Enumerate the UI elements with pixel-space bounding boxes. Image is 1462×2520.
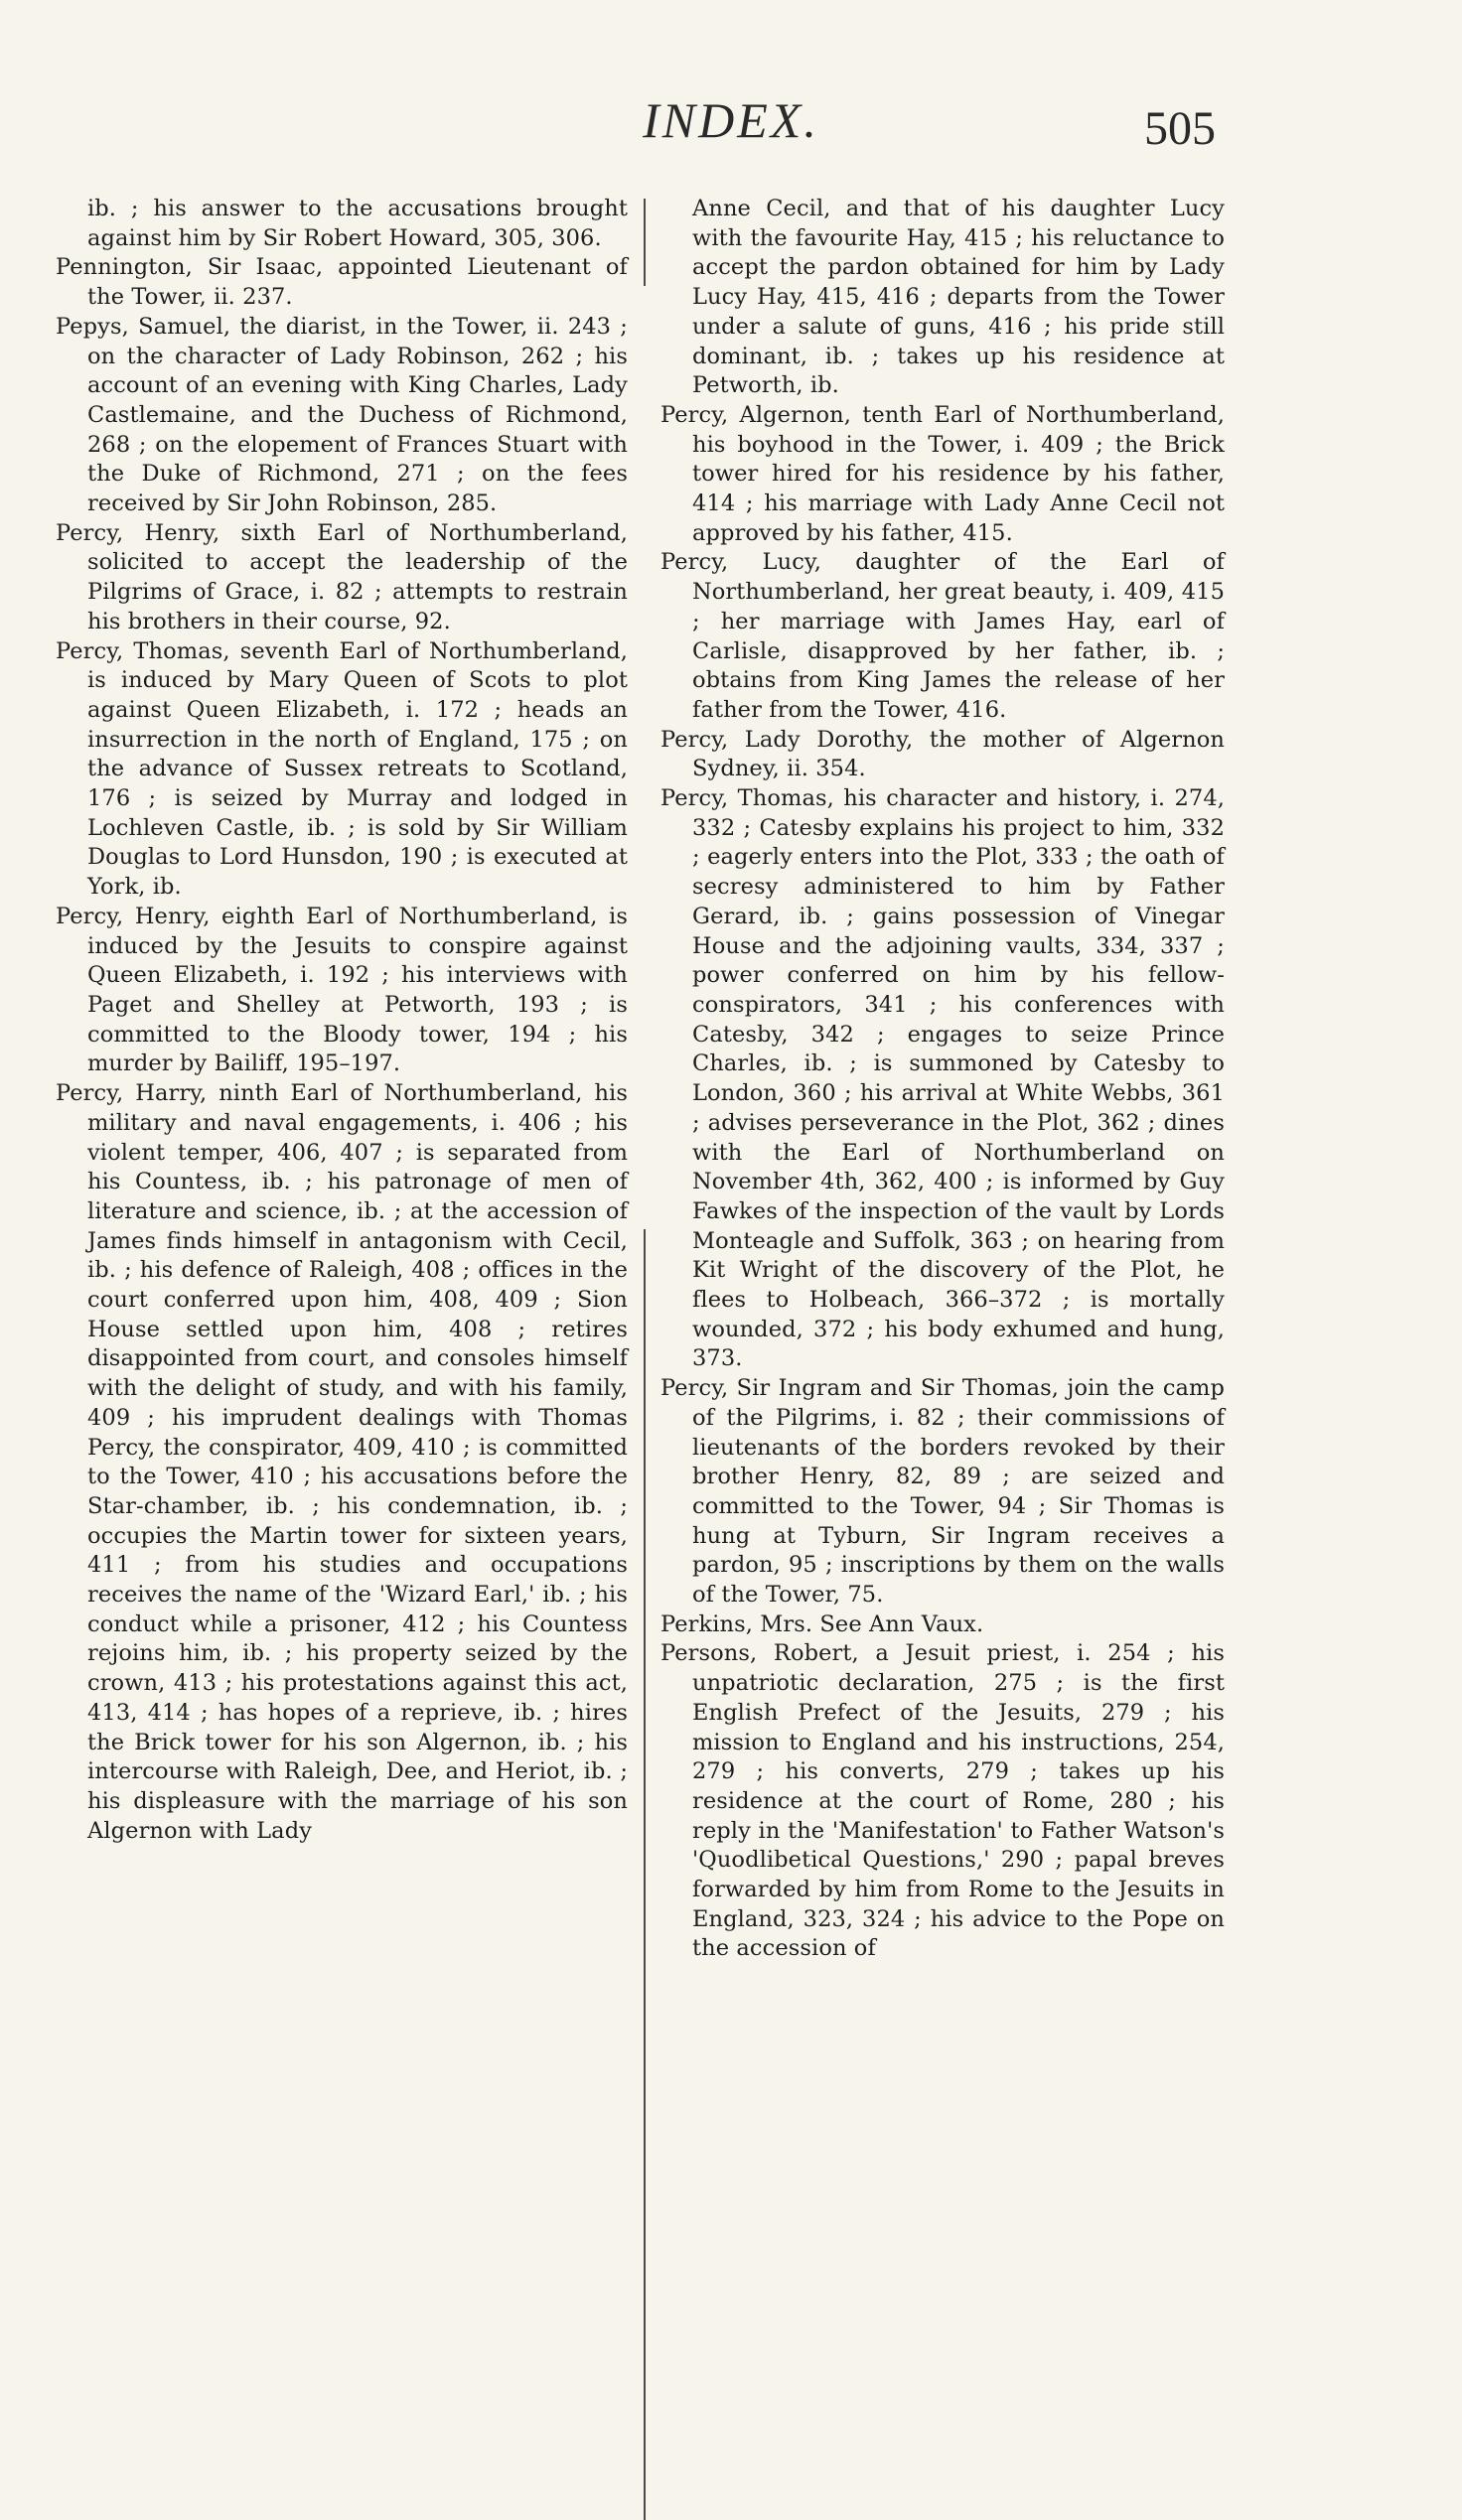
index-entry: Pepys, Samuel, the diarist, in the Tower, ii. 243 ; on the character of Lady Robinson, 262 ; his account of an evening with King Charles, Lady Castlemaine, and the Duchess of Richmond, 268 ; on the elopement of Frances Stuart with the Duke of Richmond, 271 ; on the fees received by Sir John Robinson, 285.	[56, 313, 628, 517]
index-entry: Pennington, Sir Isaac, appointed Lieutenant of the Tower, ii. 237.	[56, 254, 628, 311]
column-divider-top	[644, 199, 646, 286]
index-entry: Percy, Lucy, daughter of the Earl of Northumberland, her great beauty, i. 409, 415 ; her marriage with James Hay, earl of Carlisle, disapproved by her father, ib. ; obtains from King James the release of her father from the Tower, 416.	[660, 549, 1225, 723]
index-entry: Percy, Harry, ninth Earl of Northumberland, his military and naval engagements, i. 406 ; his violent temper, 406, 407 ; is separated from his Countess, ib. ; his patronage of men of literature and science, ib. ; at the accession of James finds himself in antagonism with Cecil, ib. ; his defence of Raleigh, 408 ; offices in the court conferred upon him, 408, 409 ; Sion House settled upon him, 408 ; retires disappointed from court, and consoles himself with the delight of study, and with his family, 409 ; his imprudent dealings with Thomas Percy, the conspirator, 409, 410 ; is committed to the Tower, 410 ; his accusations before the Star-chamber, ib. ; his condemnation, ib. ; occupies the Martin tower for sixteen years, 411 ; from his studies and occupations receives the name of the 'Wizard Earl,' ib. ; his conduct while a prisoner, 412 ; his Countess rejoins him, ib. ; his property seized by the crown, 413 ; his protestations against this act, 413, 414 ; has hopes of a reprieve, ib. ; hires the Brick tower for his son Algernon, ib. ; his intercourse with Raleigh, Dee, and Heriot, ib. ; his displeasure with the marriage of his son Algernon with Lady	[56, 1080, 628, 1844]
index-entry: Persons, Robert, a Jesuit priest, i. 254 ; his unpatriotic declaration, 275 ; is the first English Prefect of the Jesuits, 279 ; his mission to England and his instructions, 254, 279 ; his converts, 279 ; takes up his residence at the court of Rome, 280 ; his reply in the 'Manifestation' to Father Watson's 'Quodlibetical Questions,' 290 ; papal breves forwarded by him from Rome to the Jesuits in England, 323, 324 ; his advice to the Pope on the accession of	[660, 1640, 1225, 1962]
index-entry: Anne Cecil, and that of his daughter Lucy with the favourite Hay, 415 ; his reluctance to accept the pardon obtained for him by Lady Lucy Hay, 415, 416 ; departs from the Tower under a salute of guns, 416 ; his pride still dominant, ib. ; takes up his residence at Petworth, ib.	[692, 196, 1225, 399]
index-entry: Percy, Thomas, seventh Earl of Northumberland, is induced by Mary Queen of Scots to plot against Queen Elizabeth, i. 172 ; heads an insurrection in the north of England, 175 ; on the advance of Sussex retreats to Scotland, 176 ; is seized by Murray and lodged in Lochleven Castle, ib. ; is sold by Sir William Douglas to Lord Hunsdon, 190 ; is executed at York, ib.	[56, 637, 628, 901]
index-entry: Percy, Thomas, his character and history, i. 274, 332 ; Catesby explains his project to him, 332 ; eagerly enters into the Plot, 333 ; the oath of secresy administered to him by Father Gerard, ib. ; gains possession of Vinegar House and the adjoining vaults, 334, 337 ; power conferred on him by his fellow-conspirators, 341 ; his conferences with Catesby, 342 ; engages to seize Prince Charles, ib. ; is summoned by Catesby to London, 360 ; his arrival at White Webbs, 361 ; advises perseverance in the Plot, 362 ; dines with the Earl of Northumberland on November 4th, 362, 400 ; is informed by Guy Fawkes of the inspection of the vault by Lords Monteagle and Suffolk, 363 ; on hearing from Kit Wright of the discovery of the Plot, he flees to Holbeach, 366–372 ; is mortally wounded, 372 ; his body exhumed and hung, 373.	[660, 785, 1225, 1372]
left-column	[56, 195, 628, 1846]
index-entry: Percy, Henry, sixth Earl of Northumberland, solicited to accept the leadership of the Pilgrims of Grace, i. 82 ; attempts to restrain his brothers in their course, 92.	[56, 519, 628, 634]
page-number: 505	[1144, 102, 1216, 155]
index-entry: ib. ; his answer to the accusations brought against him by Sir Robert Howard, 305, 306.	[87, 196, 628, 251]
page-title: INDEX.	[643, 92, 819, 148]
index-entry: Percy, Henry, eighth Earl of Northumberland, is induced by the Jesuits to conspire against Queen Elizabeth, i. 192 ; his interviews with Paget and Shelley at Petworth, 193 ; is committed to the Bloody tower, 194 ; his murder by Bailiff, 195–197.	[56, 903, 628, 1077]
column-divider	[644, 1229, 646, 2520]
right-column	[660, 195, 1225, 1964]
index-entry: Perkins, Mrs. See Ann Vaux.	[660, 1610, 984, 1637]
index-entry: Percy, Sir Ingram and Sir Thomas, join the camp of the Pilgrims, i. 82 ; their commissions of lieutenants of the borders revoked by their brother Henry, 82, 89 ; are seized and committed to the Tower, 94 ; Sir Thomas is hung at Tyburn, Sir Ingram receives a pardon, 95 ; inscriptions by them on the walls of the Tower, 75.	[660, 1375, 1225, 1609]
index-entry: Percy, Algernon, tenth Earl of Northumberland, his boyhood in the Tower, i. 409 ; the Brick tower hired for his residence by his father, 414 ; his marriage with Lady Anne Cecil not approved by his father, 415.	[660, 401, 1225, 546]
index-entry: Percy, Lady Dorothy, the mother of Algernon Sydney, ii. 354.	[660, 726, 1225, 782]
